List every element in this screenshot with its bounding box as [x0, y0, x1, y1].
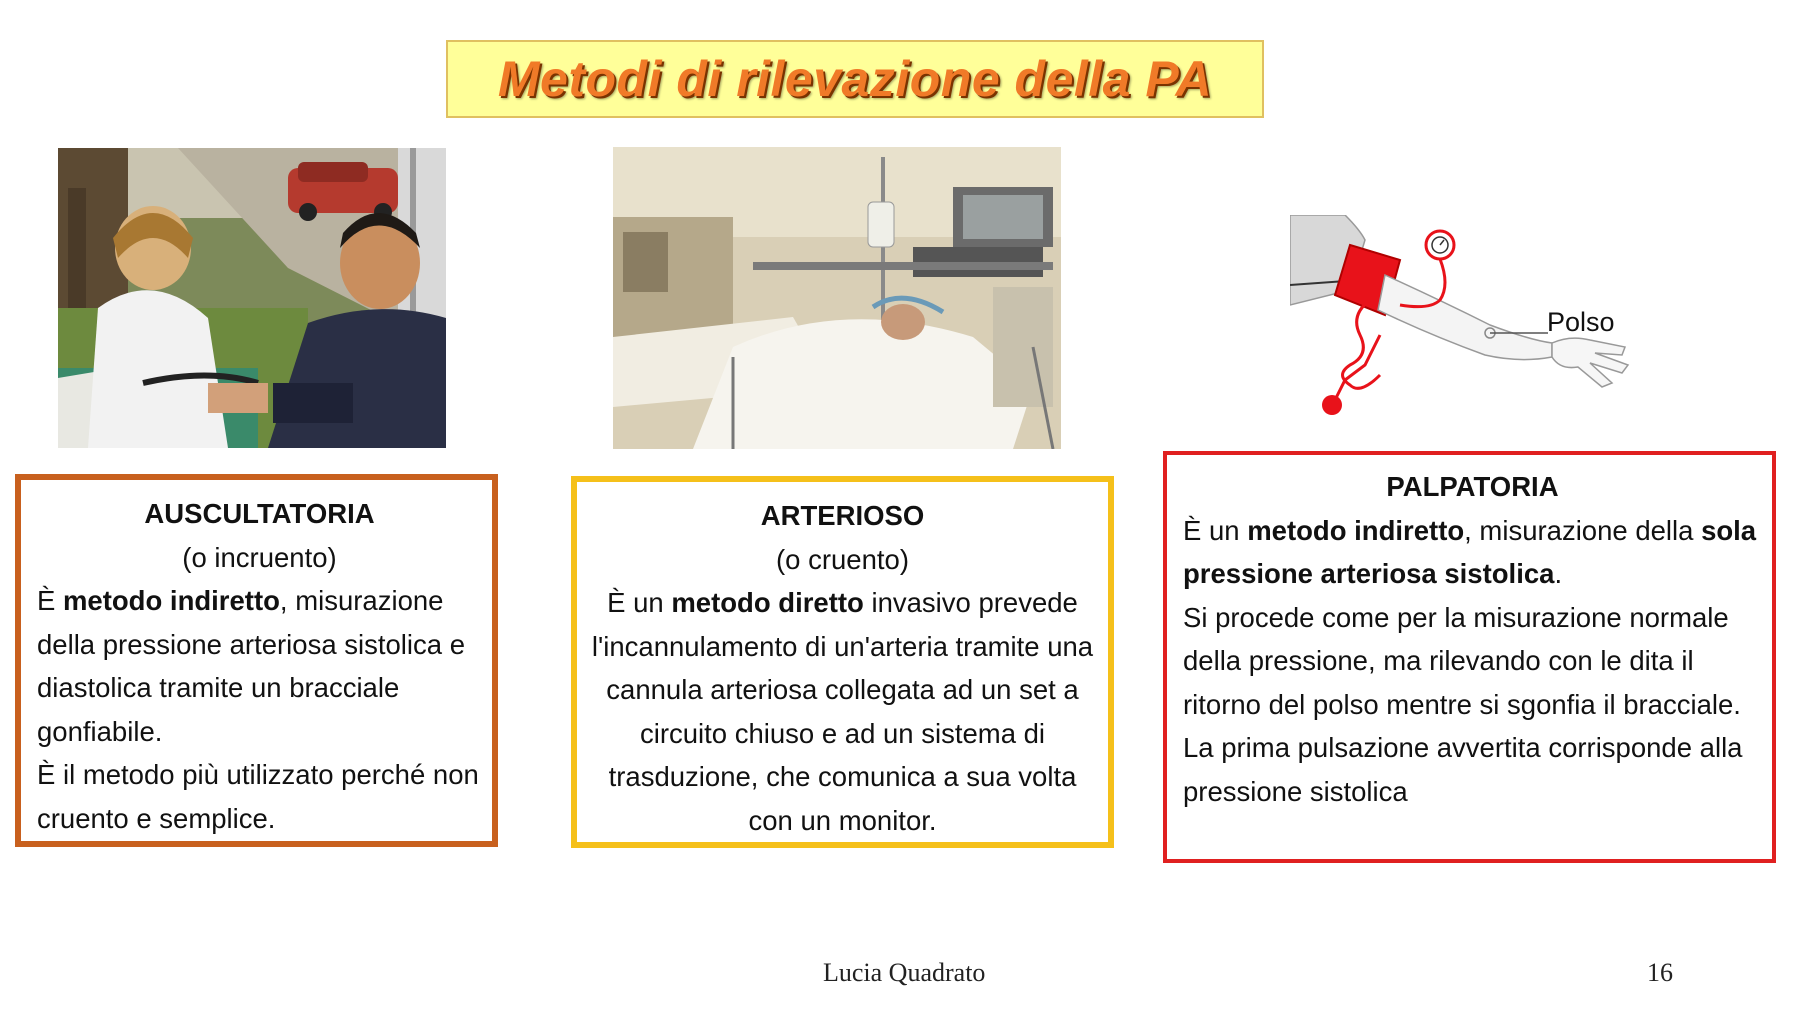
- auscultatoria-subtitle: (o incruento): [182, 541, 337, 573]
- auscultatoria-card: [15, 474, 498, 847]
- palpatoria-heading: PALPATORIA: [1386, 471, 1559, 502]
- polso-label: Polso: [1547, 307, 1615, 337]
- auscultatoria-heading: AUSCULTATORIA: [144, 498, 375, 529]
- arterioso-paragraph: È un metodo diretto invasivo prevede l'incannulamento di un'arteria tramite una cannula arteriosa collegata ad un set a circuito chiuso e ad un sistema di trasduzione, che comunica a sua volta con un monitor.: [591, 587, 1094, 836]
- title-banner: [446, 40, 1264, 118]
- palpatoria-paragraph-2: Si procede come per la misurazione normale della pressione, ma rilevando con le dita il ritorno del polso mentre si sgonfia il bracciale.: [1183, 601, 1741, 720]
- arterioso-card: [571, 476, 1114, 848]
- arterioso-subtitle: (o cruento): [776, 543, 909, 575]
- slide-title: Metodi di rilevazione della PA: [497, 51, 1213, 107]
- arterioso-heading: ARTERIOSO: [760, 500, 925, 531]
- palpatoria-paragraph-1: È un metodo indiretto, misurazione della sola pressione arteriosa sistolica.: [1183, 514, 1757, 589]
- auscultatory-photo: [58, 148, 446, 448]
- footer-author: Lucia Quadrato: [823, 958, 986, 987]
- palpatoria-card: [1163, 451, 1776, 863]
- auscultatoria-paragraph-1: È metodo indiretto, misurazione della pressione arteriosa sistolica e diastolica tramite un bracciale gonfiabile.: [37, 585, 465, 747]
- palpatoria-paragraph-3: La prima pulsazione avvertita corrisponde alla pressione sistolica: [1183, 732, 1743, 807]
- auscultatoria-paragraph-2: È il metodo più utilizzato perché non cruento e semplice.: [37, 759, 479, 834]
- page-number: 16: [1647, 958, 1673, 987]
- arterial-icu-photo: [613, 147, 1061, 449]
